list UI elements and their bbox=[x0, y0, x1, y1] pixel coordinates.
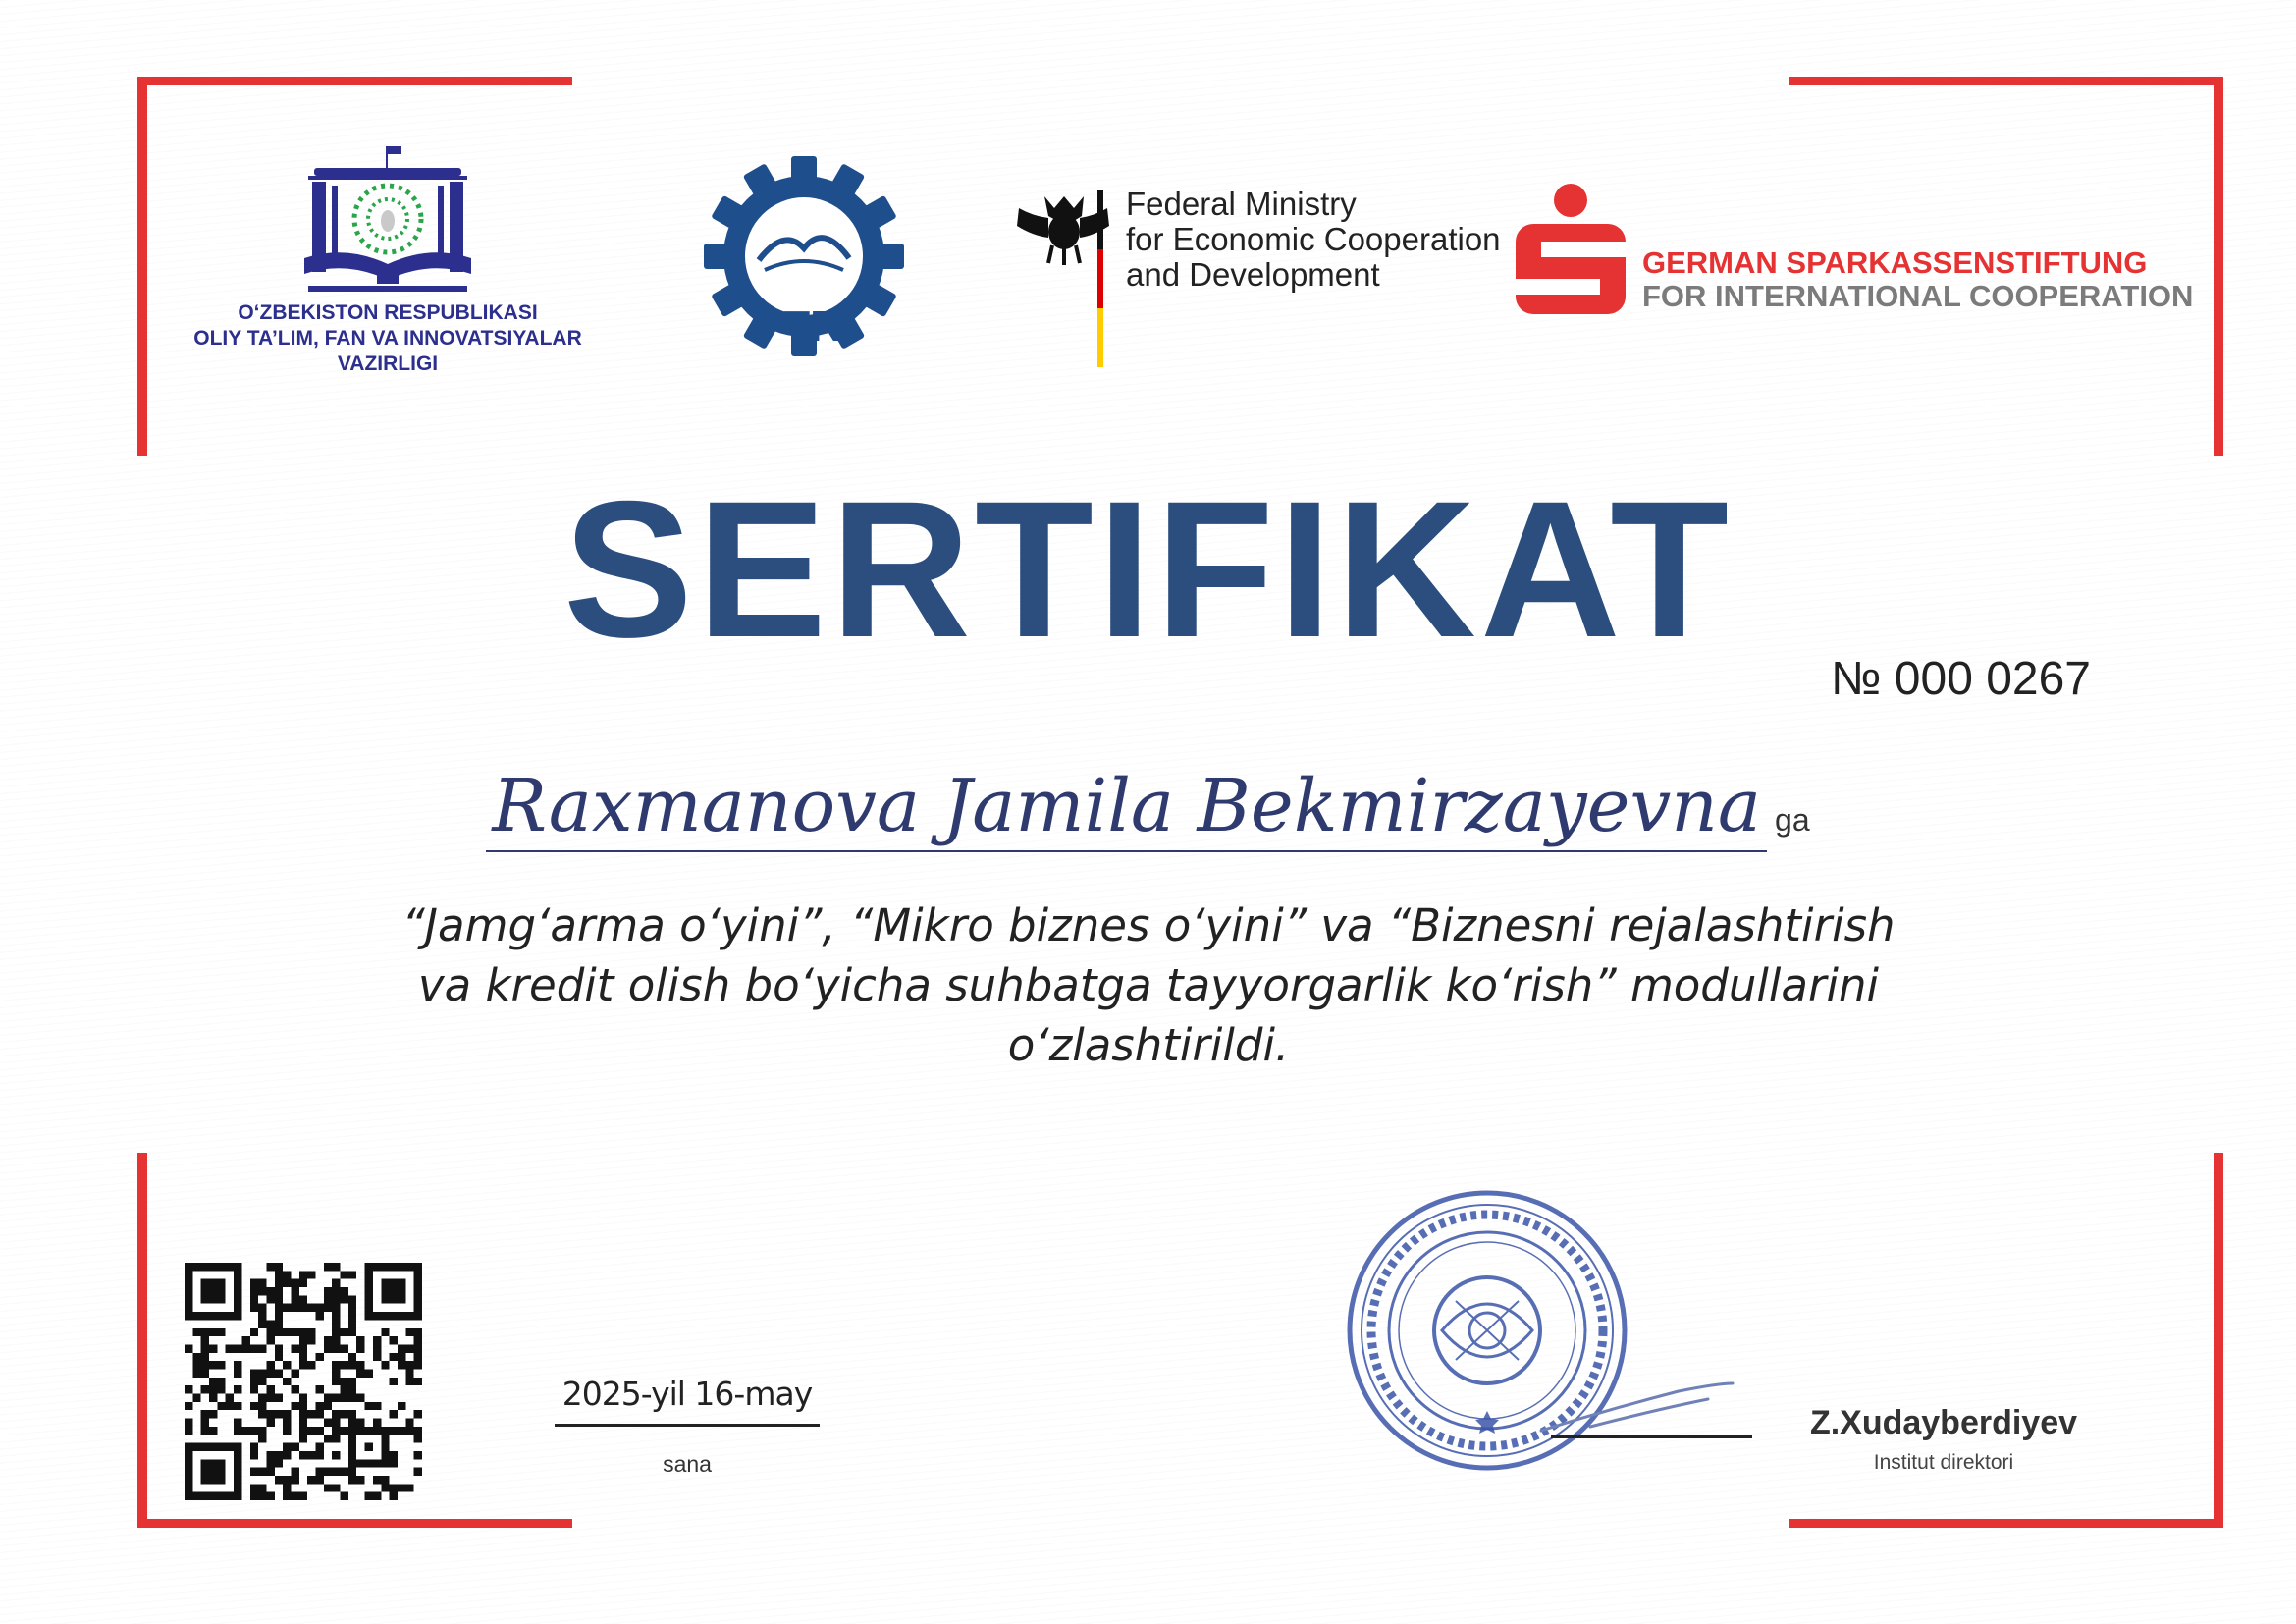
director-name: Z.Xudayberdiyev bbox=[1809, 1404, 2078, 1441]
corner-bottom-left-h bbox=[137, 1519, 572, 1528]
ministry-building-icon bbox=[294, 142, 481, 299]
sparkasse-s-icon bbox=[1512, 183, 1629, 318]
date-underline bbox=[555, 1424, 820, 1427]
ministry-name bbox=[157, 300, 618, 377]
bmz-line-1: Federal Ministry bbox=[1126, 186, 1357, 222]
description-line-1: “Jamg‘arma o‘yini”, “Mikro biznes o‘yini” va “Biznesni rejalashtirish bbox=[401, 899, 1896, 951]
ministry-line-3: VAZIRLIGI bbox=[337, 352, 439, 375]
director-title: Institut direktori bbox=[1873, 1451, 2014, 1474]
bmz-line-2: for Economic Cooperation bbox=[1126, 221, 1501, 257]
corner-bottom-left-v bbox=[137, 1153, 147, 1528]
qr-code-icon bbox=[185, 1263, 422, 1500]
corner-bottom-right-h bbox=[1789, 1519, 2223, 1528]
ptri-label: PTRI bbox=[754, 302, 854, 351]
certificate-title: SERTIFIKAT bbox=[562, 460, 1734, 677]
recipient-suffix: ga bbox=[1775, 802, 1810, 838]
recipient-name: Raxmanova Jamila Bekmirzayevna bbox=[486, 764, 1767, 852]
date-caption: sana bbox=[663, 1451, 712, 1477]
certificate-number: № 000 0267 bbox=[1830, 653, 2091, 705]
corner-top-left-h bbox=[137, 77, 572, 85]
description-line-2: va kredit olish bo‘yicha suhbatga tayyorgarlik ko‘rish” modullarini bbox=[417, 959, 1880, 1011]
corner-bottom-right-v bbox=[2214, 1153, 2223, 1528]
german-eagle-icon bbox=[1009, 187, 1122, 373]
date-value: 2025-yil 16-may bbox=[561, 1375, 813, 1413]
sparkasse-logo bbox=[1512, 183, 1629, 318]
ptri-logo bbox=[699, 155, 909, 357]
certificate-description bbox=[324, 895, 1973, 1075]
corner-top-right-h bbox=[1789, 77, 2223, 85]
bmz-line-3: and Development bbox=[1126, 256, 1380, 293]
ministry-line-2: OLIY TA’LIM, FAN VA INNOVATSIYALAR bbox=[193, 327, 582, 350]
sparkasse-name-line-2: FOR INTERNATIONAL COOPERATION bbox=[1642, 279, 2194, 313]
ministry-logo bbox=[294, 142, 481, 299]
description-line-3: o‘zlashtirildi. bbox=[1007, 1019, 1290, 1071]
signature-line bbox=[1551, 1435, 1752, 1438]
corner-top-left-v bbox=[137, 77, 147, 456]
bmz-logo bbox=[1009, 187, 1122, 373]
bmz-name bbox=[1126, 187, 1519, 293]
ministry-line-1: O‘ZBEKISTON RESPUBLIKASI bbox=[238, 301, 538, 324]
sparkasse-name-line-1: GERMAN SPARKASSENSTIFTUNG bbox=[1642, 245, 2148, 280]
recipient bbox=[0, 764, 2296, 848]
